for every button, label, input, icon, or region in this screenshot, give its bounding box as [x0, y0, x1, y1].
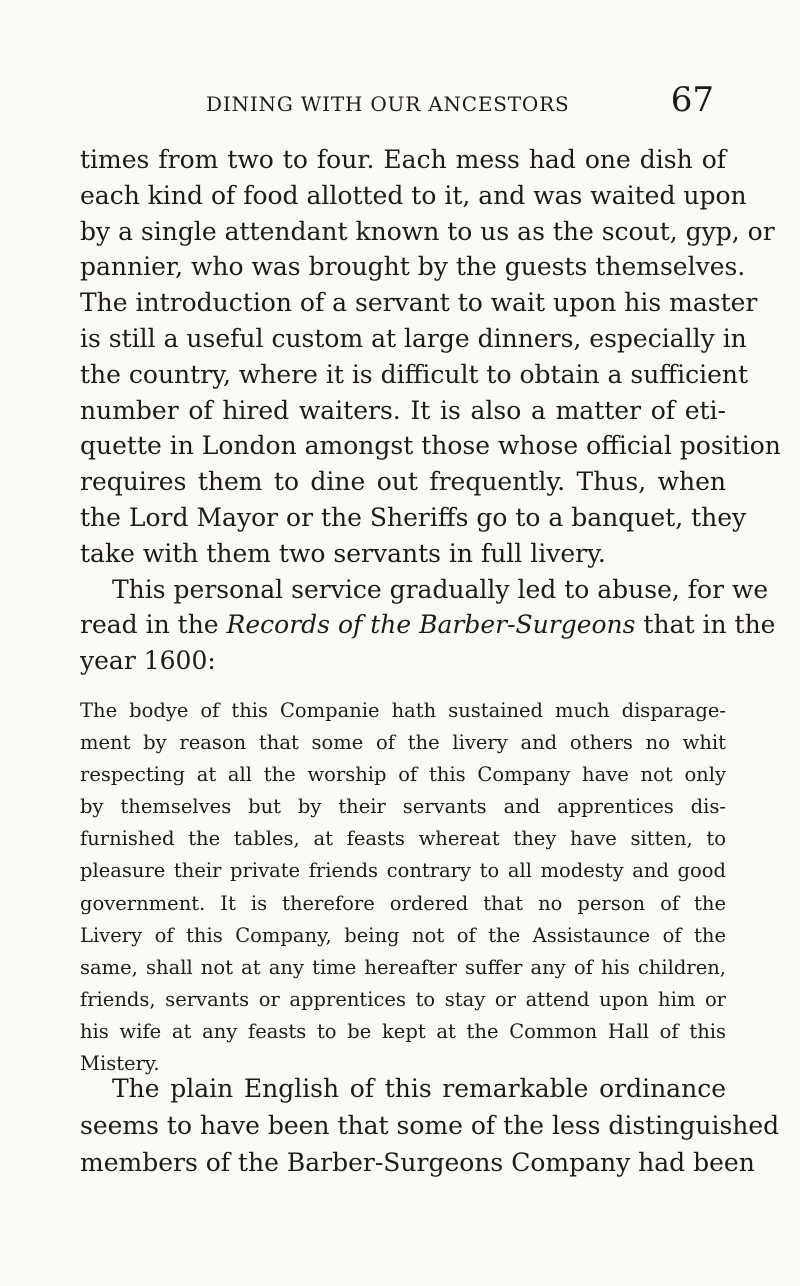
quote-line: The bodye of this Companie hath sustained much disparage-: [80, 699, 726, 722]
quote-line: his wife at any feasts to be kept at the Common Hall of this: [80, 1019, 726, 1043]
quote-line: respecting at all the worship of this Company have not only: [80, 763, 726, 787]
text-line: The introduction of a servant to wait upon his master: [80, 288, 758, 318]
text-line: times from two to four. Each mess had one dish of: [80, 145, 726, 174]
book-title-italic: Records of the Barber-Surgeons: [226, 610, 636, 640]
text-line: quette in London amongst those whose official position: [80, 431, 781, 461]
text-line: members of the Barber-Surgeons Company had been: [80, 1148, 755, 1177]
text-line-with-title: [80, 607, 776, 643]
text-fragment: that in the: [635, 610, 776, 640]
block-quote: [80, 695, 726, 1080]
text-line: number of hired waiters. It is also a matter of eti-: [80, 395, 726, 425]
running-header: [80, 82, 724, 126]
text-fragment: read in the: [80, 610, 227, 640]
text-line: is still a useful custom at large dinners, especially in: [80, 323, 747, 353]
quote-line: pleasure their private friends contrary to all modesty and good: [80, 859, 726, 883]
text-line: This personal service gradually led to abuse, for we: [112, 574, 769, 604]
paragraph-1: [80, 142, 781, 572]
text-line: the Lord Mayor or the Sheriffs go to a banquet, they: [80, 502, 747, 532]
quote-line: same, shall not at any time hereafter suffer any of his children,: [80, 955, 726, 979]
main-text: [80, 142, 781, 679]
text-line: the country, where it is difficult to obtain a sufficient: [80, 359, 749, 389]
quote-line: by themselves but by their servants and apprentices dis-: [80, 795, 726, 819]
text-line: take with them two servants in full livery.: [80, 538, 606, 568]
paragraph-2: [80, 572, 776, 679]
quote-line: ment by reason that some of the livery and others no whit: [80, 731, 726, 755]
quote-line: government. It is therefore ordered that no person of the: [80, 891, 726, 915]
text-line: by a single attendant known to us as the scout, gyp, or: [80, 216, 775, 246]
paragraph-3: [80, 1070, 780, 1181]
quote-line: furnished the tables, at feasts whereat they have sitten, to: [80, 827, 726, 851]
running-title: DINING WITH OUR ANCESTORS: [206, 92, 570, 116]
text-line: The plain English of this remarkable ordinance: [112, 1074, 726, 1103]
text-line: each kind of food allotted to it, and was waited upon: [80, 180, 747, 210]
text-line: requires them to dine out frequently. Thus, when: [80, 467, 726, 497]
quote-line: Mistery.: [80, 1052, 160, 1076]
quote-line: friends, servants or apprentices to stay or attend upon him or: [80, 987, 726, 1011]
quote-line: Livery of this Company, being not of the Assistaunce of the: [80, 923, 726, 947]
text-line: pannier, who was brought by the guests themselves.: [80, 252, 746, 282]
page-number: 67: [670, 80, 714, 120]
text-line: year 1600:: [80, 646, 216, 676]
text-line: seems to have been that some of the less distinguished: [80, 1111, 780, 1140]
